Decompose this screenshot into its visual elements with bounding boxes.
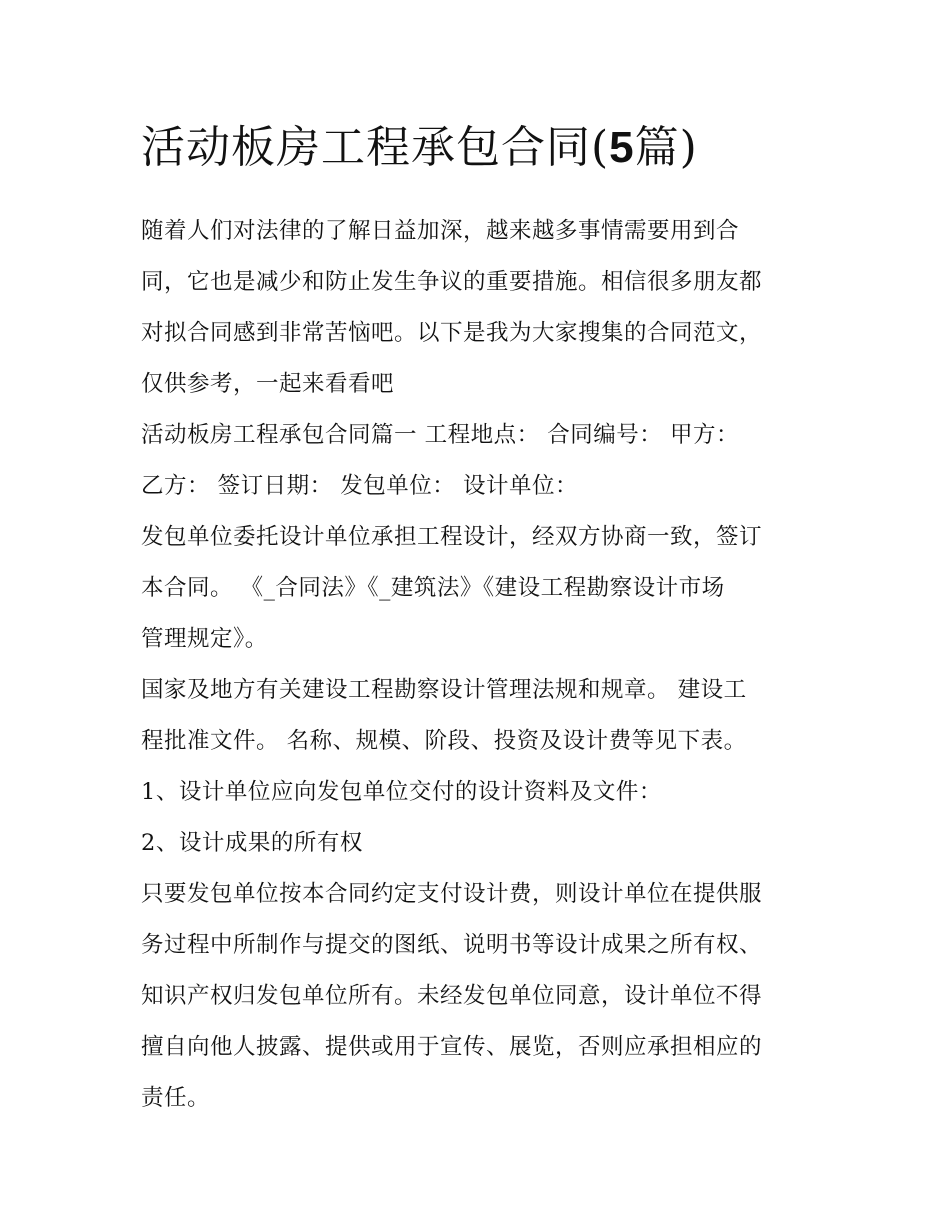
title-number: 5: [609, 123, 635, 172]
text-line: 同，它也是减少和防止发生争议的重要措施。相信很多朋友都: [141, 269, 763, 295]
document-body: [141, 112, 831, 1124]
text-line: 仅供参考，一起来看看吧: [141, 371, 395, 397]
text-line: 乙方： 签订日期： 发包单位： 设计单位：: [141, 473, 578, 499]
text-line: 本合同。 《_合同法》《_建筑法》《建设工程勘察设计市场: [141, 575, 725, 601]
text-line: 责任。: [141, 1085, 211, 1111]
paragraph-intro: [141, 206, 831, 410]
paragraph-list: [141, 206, 831, 1124]
text-line: 国家及地方有关建设工程勘察设计管理法规和规章。 建设工: [141, 677, 747, 703]
text-line: 只要发包单位按本合同约定支付设计费，则设计单位在提供服: [141, 881, 763, 907]
title-tail: 篇): [634, 122, 698, 173]
text-line: 对拟合同感到非常苦恼吧。以下是我为大家搜集的合同范文，: [141, 320, 763, 346]
paragraph-regulations: [141, 665, 831, 767]
text-line: 务过程中所制作与提交的图纸、说明书等设计成果之所有权、: [141, 932, 763, 958]
text-line: 程批准文件。 名称、规模、阶段、投资及设计费等见下表。: [141, 728, 747, 754]
paragraph-ownership: [141, 869, 831, 1124]
paragraph-commission: [141, 512, 831, 665]
text-line: 随着人们对法律的了解日益加深，越来越多事情需要用到合: [141, 218, 740, 244]
text-line: 1、设计单位应向发包单位交付的设计资料及文件：: [141, 779, 662, 805]
text-line: 活动板房工程承包合同篇一 工程地点： 合同编号： 甲方：: [141, 422, 739, 448]
text-line: 发包单位委托设计单位承担工程设计，经双方协商一致，签订: [141, 524, 763, 550]
paragraph-contract-header: [141, 410, 831, 512]
text-line: 擅自向他人披露、提供或用于宣传、展览，否则应承担相应的: [141, 1034, 763, 1060]
document-title: [141, 112, 831, 184]
paragraph-item-2: [141, 818, 831, 869]
text-line: 知识产权归发包单位所有。未经发包单位同意，设计单位不得: [141, 983, 763, 1009]
text-line: 管理规定》。: [141, 626, 268, 652]
title-main: 活动板房工程承包合同(: [141, 122, 610, 173]
text-line: 2、设计成果的所有权: [141, 830, 363, 856]
paragraph-item-1: [141, 767, 831, 818]
